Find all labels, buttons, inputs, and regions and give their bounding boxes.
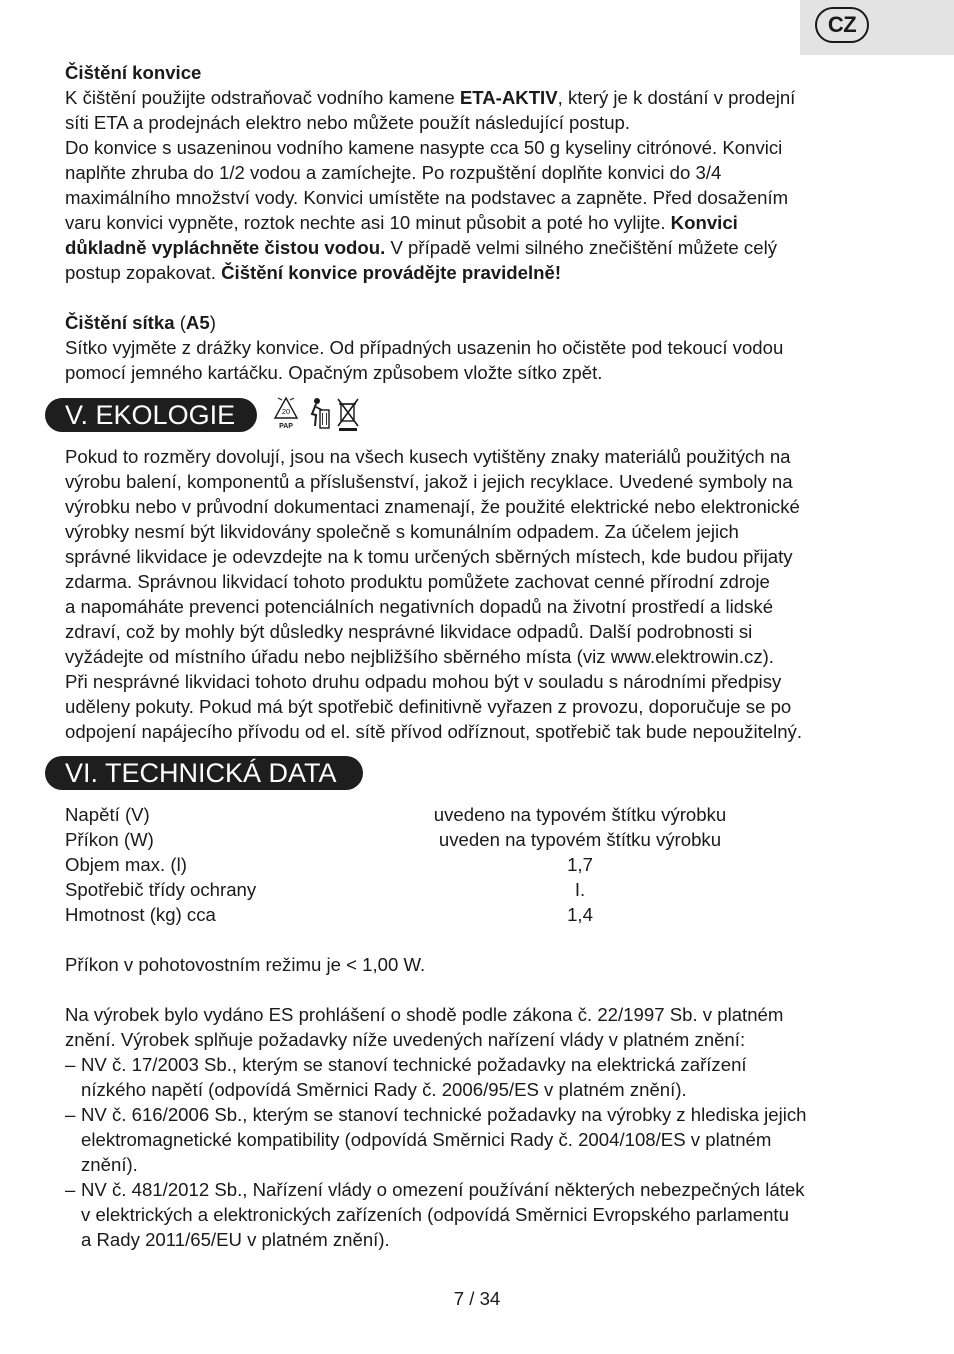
ecology-heading: V. EKOLOGIE: [45, 398, 257, 432]
cleaning-title: Čištění konvice: [65, 62, 202, 83]
tech-row-value: 1,7: [567, 854, 593, 875]
filter-text-line: Sítko vyjměte z drážky konvice. Od případných usazenin ho očistěte pod tekoucí vodou: [65, 337, 784, 358]
regulation-line: NV č. 481/2012 Sb., Nařízení vlády o omezení používání některých nebezpečných látek: [81, 1179, 805, 1200]
ecology-text: [65, 444, 895, 744]
ecology-text-line: zdarma. Správnou likvidací tohoto produktu pomůžete zachovat cenné přírodní zdroje: [65, 571, 770, 592]
ecology-text-line: Pokud to rozměry dovolují, jsou na všech kusech vytištěny znaky materiálů použitých na: [65, 446, 791, 467]
list-dash: –: [65, 1054, 76, 1075]
regulation-item: [65, 1177, 895, 1252]
tech-row-label: Spotřebič třídy ochrany: [65, 879, 257, 900]
recycle-label: PAP: [279, 423, 293, 430]
cleaning-text-line: důkladně vypláchněte čistou vodou. V případě velmi silného znečištění můžete celý: [65, 237, 777, 258]
cleaning-text-line: maximálního množství vody. Konvici umístěte na podstavec a zapněte. Před dosažením: [65, 187, 789, 208]
ecology-text-line: a napomáháte prevenci potenciálních negativních dopadů na životní prostředí a lidské: [65, 596, 774, 617]
tech-row-label: Hmotnost (kg) cca: [65, 904, 216, 925]
cleaning-warning: Čištění konvice provádějte pravidelně!: [221, 262, 562, 283]
tech-row-label: Objem max. (l): [65, 854, 187, 875]
regulation-item: [65, 1052, 895, 1102]
page-number: 7 / 34: [453, 1288, 501, 1309]
declaration-line: znění. Výrobek splňuje požadavky níže uvedených nařízení vlády v platném znění:: [65, 1029, 746, 1050]
ecology-text-line: výrobky nesmí být likvidovány společně s komunálním odpadem. Za účelem jejich: [65, 521, 739, 542]
filter-section: [65, 310, 895, 385]
tidyman-bin-icon: [312, 398, 329, 428]
cleaning-section: [65, 60, 895, 285]
ecology-text-line: zdraví, což by mohly být důsledky nesprávné likvidace odpadů. Další podrobnosti si: [65, 621, 753, 642]
list-dash: –: [65, 1179, 76, 1200]
ecology-text-line: správné likvidace je odevzdejte na k tomu určených sběrných místech, kde budou přijaty: [65, 546, 793, 567]
filter-text-line: pomocí jemného kartáčku. Opačným způsobem vložte sítko zpět.: [65, 362, 603, 383]
cleaning-text-line: síti ETA a prodejnách elektro nebo můžete použít následující postup.: [65, 112, 631, 133]
tech-row-value: I.: [574, 879, 586, 900]
declaration-section: [65, 1002, 895, 1252]
tech-row-label: Příkon (W): [65, 829, 154, 850]
standby-text: Příkon v pohotovostním režimu je < 1,00 W.: [65, 954, 426, 975]
declaration-line: Na výrobek bylo vydáno ES prohlášení o shodě podle zákona č. 22/1997 Sb. v platném: [65, 1004, 784, 1025]
tech-row-value: 1,4: [567, 904, 593, 925]
ecology-text-line: Při nesprávné likvidaci tohoto druhu odpadu mohou být v souladu s národními předpisy: [65, 671, 782, 692]
ecology-icons: [272, 396, 364, 432]
regulation-line: nízkého napětí (odpovídá Směrnici Rady č. 2006/95/ES v platném znění).: [81, 1079, 687, 1100]
recycle-number: 20: [281, 407, 291, 416]
product-name: ETA-AKTIV: [459, 87, 558, 108]
cleaning-text-line: K čištění použijte odstraňovač vodního kamene ETA-AKTIV, který je k dostání v prodejní: [65, 87, 796, 108]
regulation-line: elektromagnetické kompatibility (odpovídá Směrnici Rady č. 2004/108/ES v platném: [81, 1129, 772, 1150]
crossed-bin-icon: [338, 399, 358, 431]
regulation-line: NV č. 616/2006 Sb., kterým se stanoví technické požadavky na výrobky z hlediska jejich: [81, 1104, 807, 1125]
regulation-item: [65, 1102, 895, 1177]
regulation-list: [65, 1052, 895, 1252]
cleaning-text-line: Do konvice s usazeninou vodního kamene nasypte cca 50 g kyseliny citrónové. Konvici: [65, 137, 783, 158]
filter-title: Čištění sítka (A5): [65, 312, 216, 333]
cleaning-text-line: postup zopakovat. Čištění konvice provádějte pravidelně!: [65, 262, 562, 283]
cleaning-text-line: naplňte zhruba do 1/2 vodou a zamíchejte. Po rozpuštění doplňte konvici do 3/4: [65, 162, 722, 183]
cleaning-text-line: varu konvici vypněte, roztok nechte asi 10 minut působit a poté ho vylijte. Konvici: [65, 212, 738, 233]
regulation-line: a Rady 2011/65/EU v platném znění).: [81, 1229, 390, 1250]
tech-heading: VI. TECHNICKÁ DATA: [45, 756, 363, 790]
ecology-text-line: uděleny pokuty. Pokud má být spotřebič definitivně vyřazen z provozu, doporučuje se po: [65, 696, 792, 717]
regulation-line: v elektrických a elektronických zařízeních (odpovídá Směrnici Evropského parlamentu: [81, 1204, 789, 1225]
tech-row-label: Napětí (V): [65, 804, 150, 825]
ecology-text-line: výrobku nebo v průvodní dokumentaci znamenají, že použité elektrické nebo elektronické: [65, 496, 800, 517]
tech-row-value: uveden na typovém štítku výrobku: [438, 829, 722, 850]
ecology-text-line: výrobu balení, komponentů a příslušenství, jakož i jejich recyklace. Uvedené symboly na: [65, 471, 793, 492]
language-badge: CZ: [815, 7, 869, 43]
list-dash: –: [65, 1104, 76, 1125]
regulation-line: znění).: [81, 1154, 138, 1175]
recycle-icon: [275, 398, 297, 430]
regulation-line: NV č. 17/2003 Sb., kterým se stanoví technické požadavky na elektrická zařízení: [81, 1054, 747, 1075]
ecology-text-line: vyžádejte od místního úřadu nebo nejbližšího sběrného místa (viz www.elektrowin.cz).: [65, 646, 774, 667]
ecology-text-line: odpojení napájecího přívodu od el. sítě přívod odříznout, spotřebič tak bude nepoužitelný.: [65, 721, 803, 742]
tech-row-value: uvedeno na typovém štítku výrobku: [433, 804, 727, 825]
